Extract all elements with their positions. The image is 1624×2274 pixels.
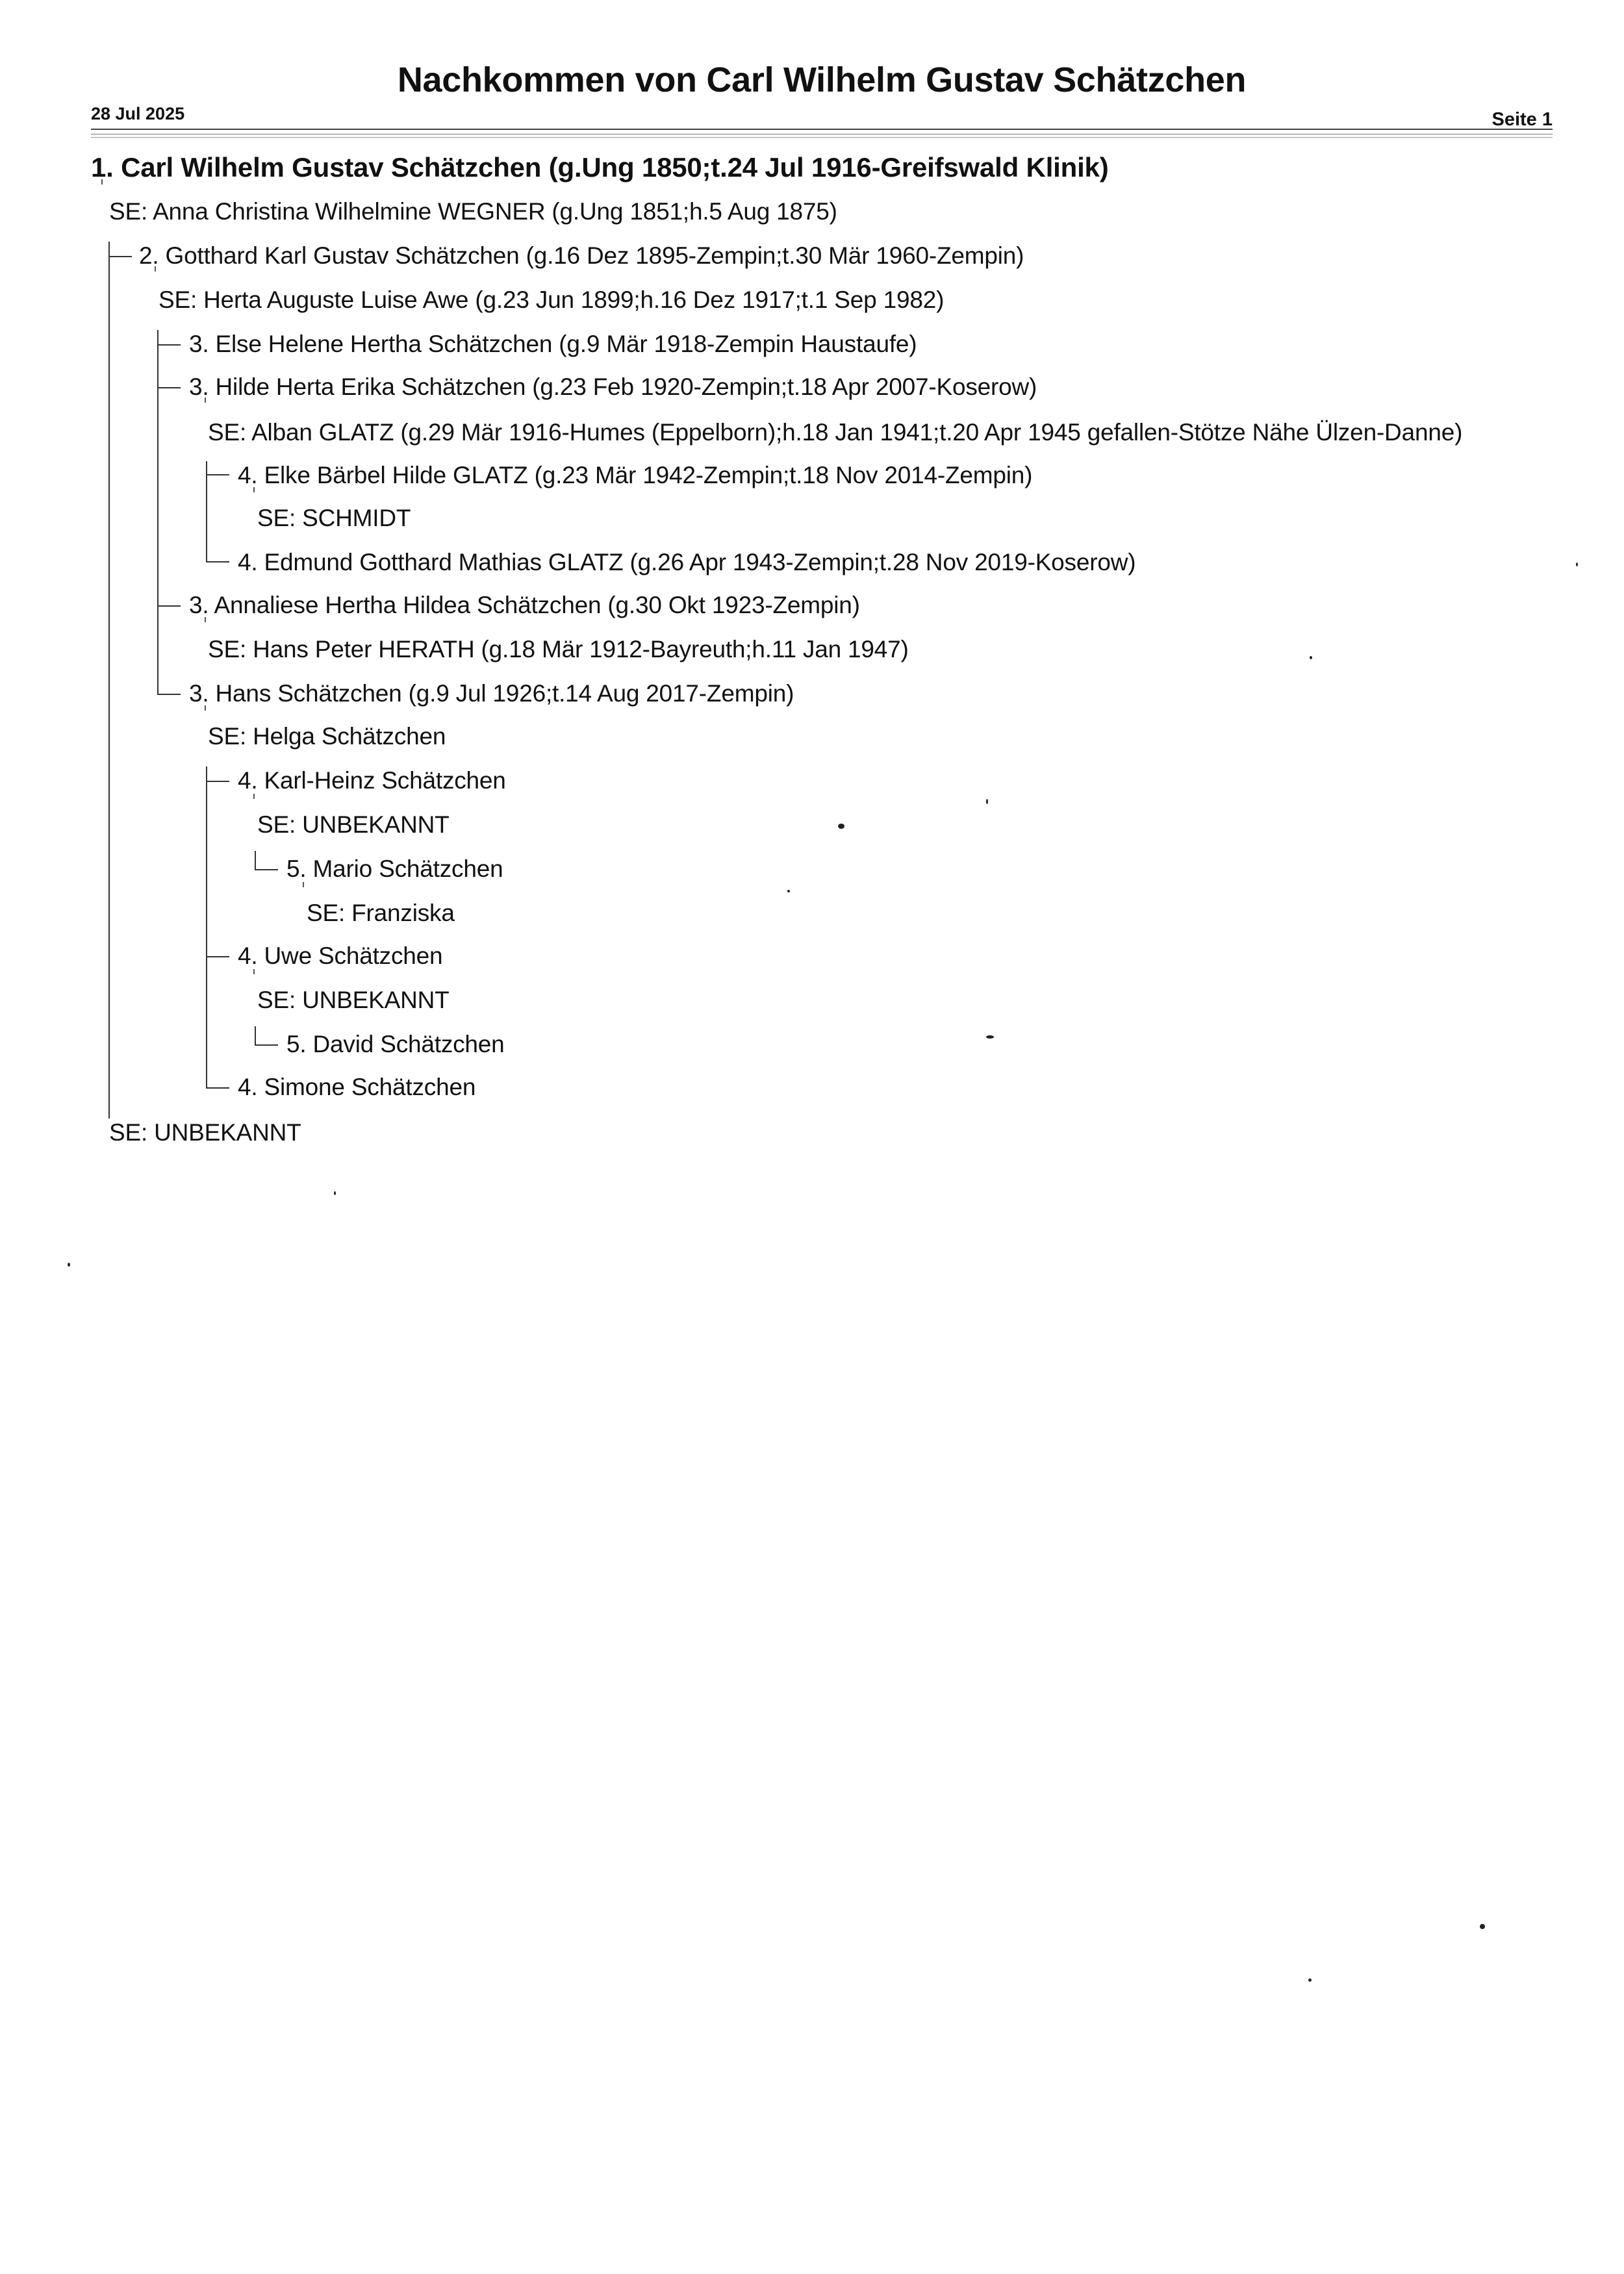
tree-connector-vertical: [255, 851, 256, 869]
tree-connector-horizontal: [108, 256, 132, 257]
tree-connector-horizontal: [157, 387, 181, 388]
tree-spouse: SE: SCHMIDT: [257, 505, 411, 531]
tree-connector-horizontal: [157, 344, 181, 346]
scan-speck: [334, 1191, 336, 1195]
tree-connector-horizontal: [206, 1087, 229, 1089]
tree-spouse: SE: Franziska: [307, 900, 455, 926]
scan-speck: [1310, 656, 1312, 659]
tree-spouse: SE: UNBEKANNT: [109, 1119, 301, 1146]
tree-connector-vertical: [157, 330, 159, 695]
tree-connector-horizontal: [206, 561, 229, 562]
tree-spouse: SE: Hans Peter HERATH (g.18 Mär 1912-Bayreuth;h.11 Jan 1947): [208, 636, 909, 663]
scan-speck: [787, 890, 790, 892]
tree-person-gen4: 4. Uwe Schätzchen: [238, 942, 443, 969]
print-date: 28 Jul 2025: [91, 104, 185, 123]
scan-speck: [68, 1263, 70, 1267]
tree-person-gen2: 2. Gotthard Karl Gustav Schätzchen (g.16 Dez 1895-Zempin;t.30 Mär 1960-Zempin): [139, 242, 1024, 269]
tree-spouse: SE: UNBEKANNT: [257, 987, 450, 1013]
scan-speck: [986, 799, 988, 804]
tree-person-gen4: 4. Edmund Gotthard Mathias GLATZ (g.26 Apr 1943-Zempin;t.28 Nov 2019-Koserow): [238, 549, 1136, 575]
scan-speck: [986, 1035, 994, 1039]
tree-connector-vertical: [206, 766, 207, 1087]
tree-person-gen3: 3. Annaliese Hertha Hildea Schätzchen (g.30 Okt 1923-Zempin): [189, 592, 860, 618]
tree-person-gen1: 1. Carl Wilhelm Gustav Schätzchen (g.Ung 1850;t.24 Jul 1916-Greifswald Klinik): [91, 152, 1109, 183]
tree-connector-horizontal: [255, 1044, 278, 1046]
tree-person-gen3: 3. Hilde Herta Erika Schätzchen (g.23 Feb 1920-Zempin;t.18 Apr 2007-Koserow): [189, 373, 1037, 400]
tree-connector-vertical: [206, 461, 207, 561]
tree-person-gen4: 4. Simone Schätzchen: [238, 1074, 476, 1100]
scan-speck: [1576, 562, 1578, 566]
tree-connector-vertical: [255, 1026, 256, 1044]
tree-spouse: SE: Herta Auguste Luise Awe (g.23 Jun 1899;h.16 Dez 1917;t.1 Sep 1982): [159, 286, 945, 313]
page-title: Nachkommen von Carl Wilhelm Gustav Schätzchen: [397, 60, 1247, 99]
tree-person-gen5: 5. Mario Schätzchen: [286, 855, 503, 882]
scan-speck: [1308, 1978, 1312, 1982]
scan-speck: [1480, 1924, 1485, 1929]
tree-connector-horizontal: [206, 956, 229, 957]
tree-spouse: SE: Alban GLATZ (g.29 Mär 1916-Humes (Eppelborn);h.18 Jan 1941;t.20 Apr 1945 gefallen-Stötze Nähe Ülzen-Danne): [208, 419, 1463, 446]
page-number: Seite 1: [1491, 109, 1553, 130]
tree-connector-vertical: [108, 242, 110, 1118]
scan-speck: [838, 824, 844, 829]
tree-person-gen5: 5. David Schätzchen: [286, 1031, 505, 1057]
tree-person-gen3: 3. Else Helene Hertha Schätzchen (g.9 Mär 1918-Zempin Haustaufe): [189, 331, 917, 357]
tree-connector-horizontal: [157, 605, 181, 607]
tree-connector-horizontal: [206, 474, 229, 475]
tree-spouse: SE: Helga Schätzchen: [208, 723, 446, 750]
tree-connector-horizontal: [157, 694, 181, 695]
tree-spouse: SE: Anna Christina Wilhelmine WEGNER (g.Ung 1851;h.5 Aug 1875): [109, 198, 837, 225]
tree-person-gen3: 3. Hans Schätzchen (g.9 Jul 1926;t.14 Aug 2017-Zempin): [189, 680, 794, 707]
tree-person-gen4: 4. Karl-Heinz Schätzchen: [238, 767, 506, 794]
tree-connector-horizontal: [255, 869, 278, 870]
tree-spouse: SE: UNBEKANNT: [257, 811, 450, 838]
tree-person-gen4: 4. Elke Bärbel Hilde GLATZ (g.23 Mär 1942-Zempin;t.18 Nov 2014-Zempin): [238, 462, 1033, 488]
tree-connector-horizontal: [206, 781, 229, 782]
